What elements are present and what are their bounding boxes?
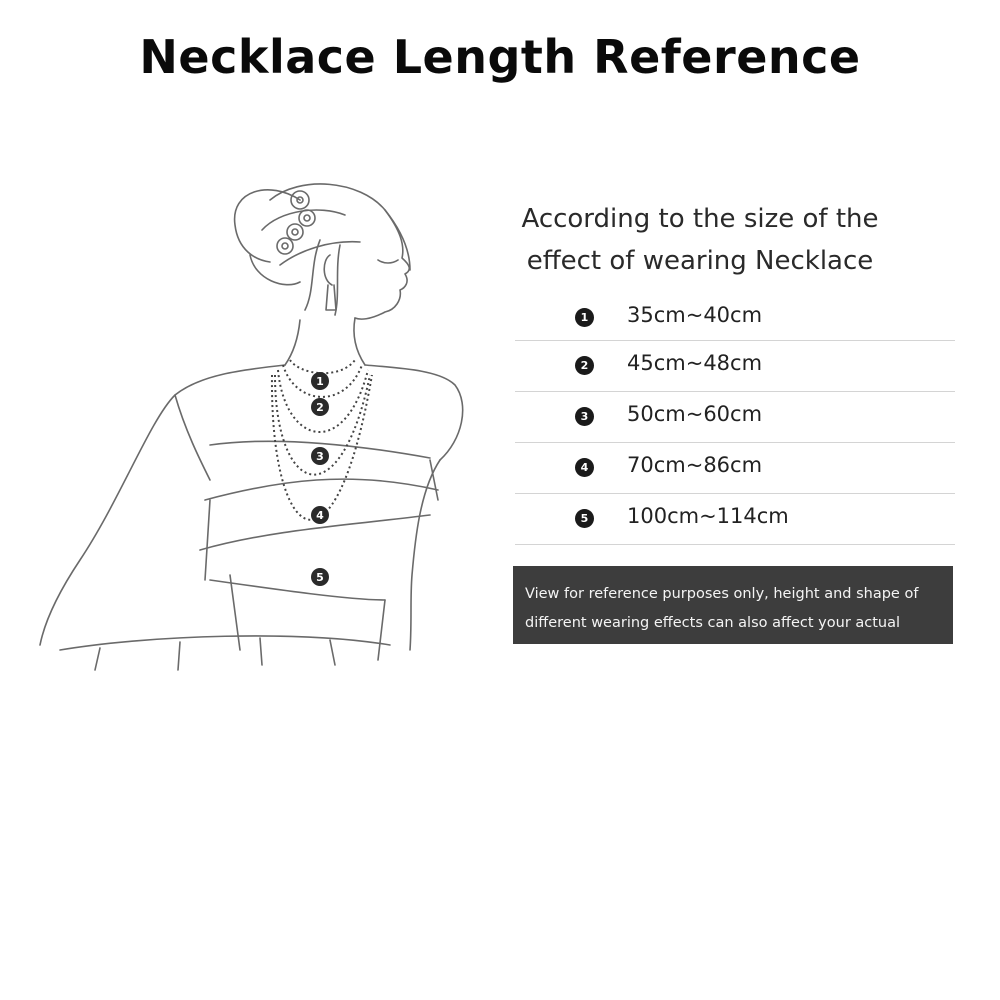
size-row-4 bbox=[515, 443, 955, 494]
disclaimer-note bbox=[513, 566, 953, 644]
size-row-2 bbox=[515, 341, 955, 392]
subtitle bbox=[490, 198, 910, 282]
woman-necklace-illustration bbox=[0, 170, 490, 700]
size-range-2: 45cm~48cm bbox=[627, 351, 763, 375]
number-badge-3: 3 bbox=[575, 407, 594, 426]
marker-3: 3 bbox=[316, 450, 324, 463]
marker-2: 2 bbox=[316, 401, 324, 414]
size-range-1: 35cm~40cm bbox=[627, 303, 763, 327]
size-row-3 bbox=[515, 392, 955, 443]
size-range-5: 100cm~114cm bbox=[627, 504, 789, 528]
number-badge-1: 1 bbox=[575, 308, 594, 327]
size-list bbox=[515, 293, 955, 545]
size-range-4: 70cm~86cm bbox=[627, 453, 763, 477]
note-line-2: different wearing effects can also affect your actual bbox=[525, 615, 901, 631]
note-line-1: View for reference purposes only, height and shape of bbox=[525, 586, 919, 602]
page-title: Necklace Length Reference bbox=[139, 30, 861, 84]
size-row-1 bbox=[515, 293, 955, 341]
marker-5: 5 bbox=[316, 571, 324, 584]
marker-1: 1 bbox=[316, 375, 324, 388]
size-row-5 bbox=[515, 494, 955, 545]
number-badge-2: 2 bbox=[575, 356, 594, 375]
marker-4: 4 bbox=[316, 509, 324, 522]
subtitle-line-1: According to the size of the bbox=[521, 204, 879, 234]
number-badge-4: 4 bbox=[575, 458, 594, 477]
subtitle-line-2: effect of wearing Necklace bbox=[526, 246, 874, 276]
number-badge-5: 5 bbox=[575, 509, 594, 528]
size-range-3: 50cm~60cm bbox=[627, 402, 763, 426]
